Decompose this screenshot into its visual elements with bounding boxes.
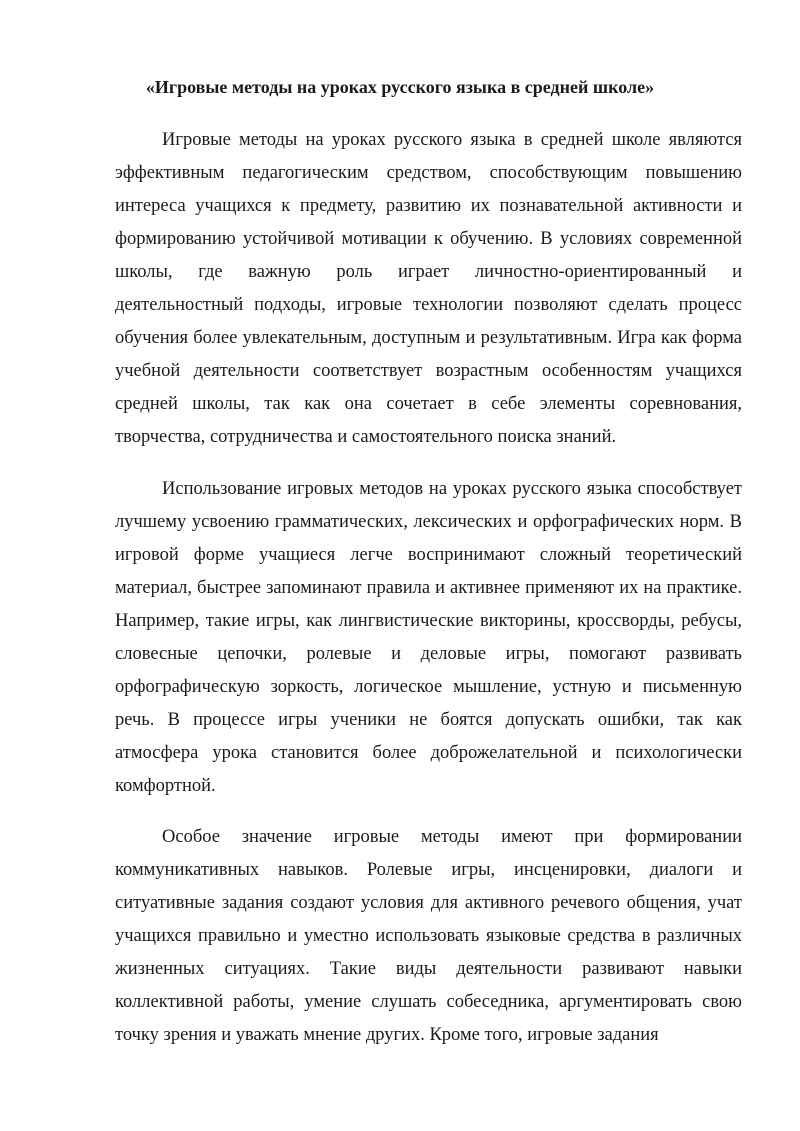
document-title: «Игровые методы на уроках русского языка в средней школе» — [145, 77, 655, 97]
document-body — [115, 124, 742, 1071]
paragraph-3: Особое значение игровые методы имеют при формировании коммуникативных навыков. Ролевые игры, инсценировки, диалоги и ситуативные задания создают условия для активного речевого общения, учат учащихся правильно и уместно использовать языковые средства в различных жизненных ситуациях. Такие виды деятельности развивают навыки коллективной работы, умение слушать собеседника, аргументировать свою точку зрения и уважать мнение других. Кроме того, игровые задания — [115, 827, 742, 1045]
paragraph-2: Использование игровых методов на уроках русского языка способствует лучшему усвоению грамматических, лексических и орфографических норм. В игровой форме учащиеся легче воспринимают сложный теоретический материал, быстрее запоминают правила и активнее применяют их на практике. Например, такие игры, как лингвистические викторины, кроссворды, ребусы, словесные цепочки, ролевые и деловые игры, помогают развивать орфографическую зоркость, логическое мышление, устную и письменную речь. В процессе игры ученики не боятся допускать ошибки, так как атмосфера урока становится более доброжелательной и психологически комфортной. — [115, 478, 742, 796]
paragraph-1: Игровые методы на уроках русского языка в средней школе являются эффективным педагогическим средством, способствующим повышению интереса учащихся к предмету, развитию их познавательной активности и формированию устойчивой мотивации к обучению. В условиях современной школы, где важную роль играет личностно-ориентированный и деятельностный подходы, игровые технологии позволяют сделать процесс обучения более увлекательным, доступным и результативным. Игра как форма учебной деятельности соответствует возрастным особенностям учащихся средней школы, так как она сочетает в себе элементы соревнования, творчества, сотрудничества и самостоятельного поиска знаний. — [115, 130, 742, 447]
